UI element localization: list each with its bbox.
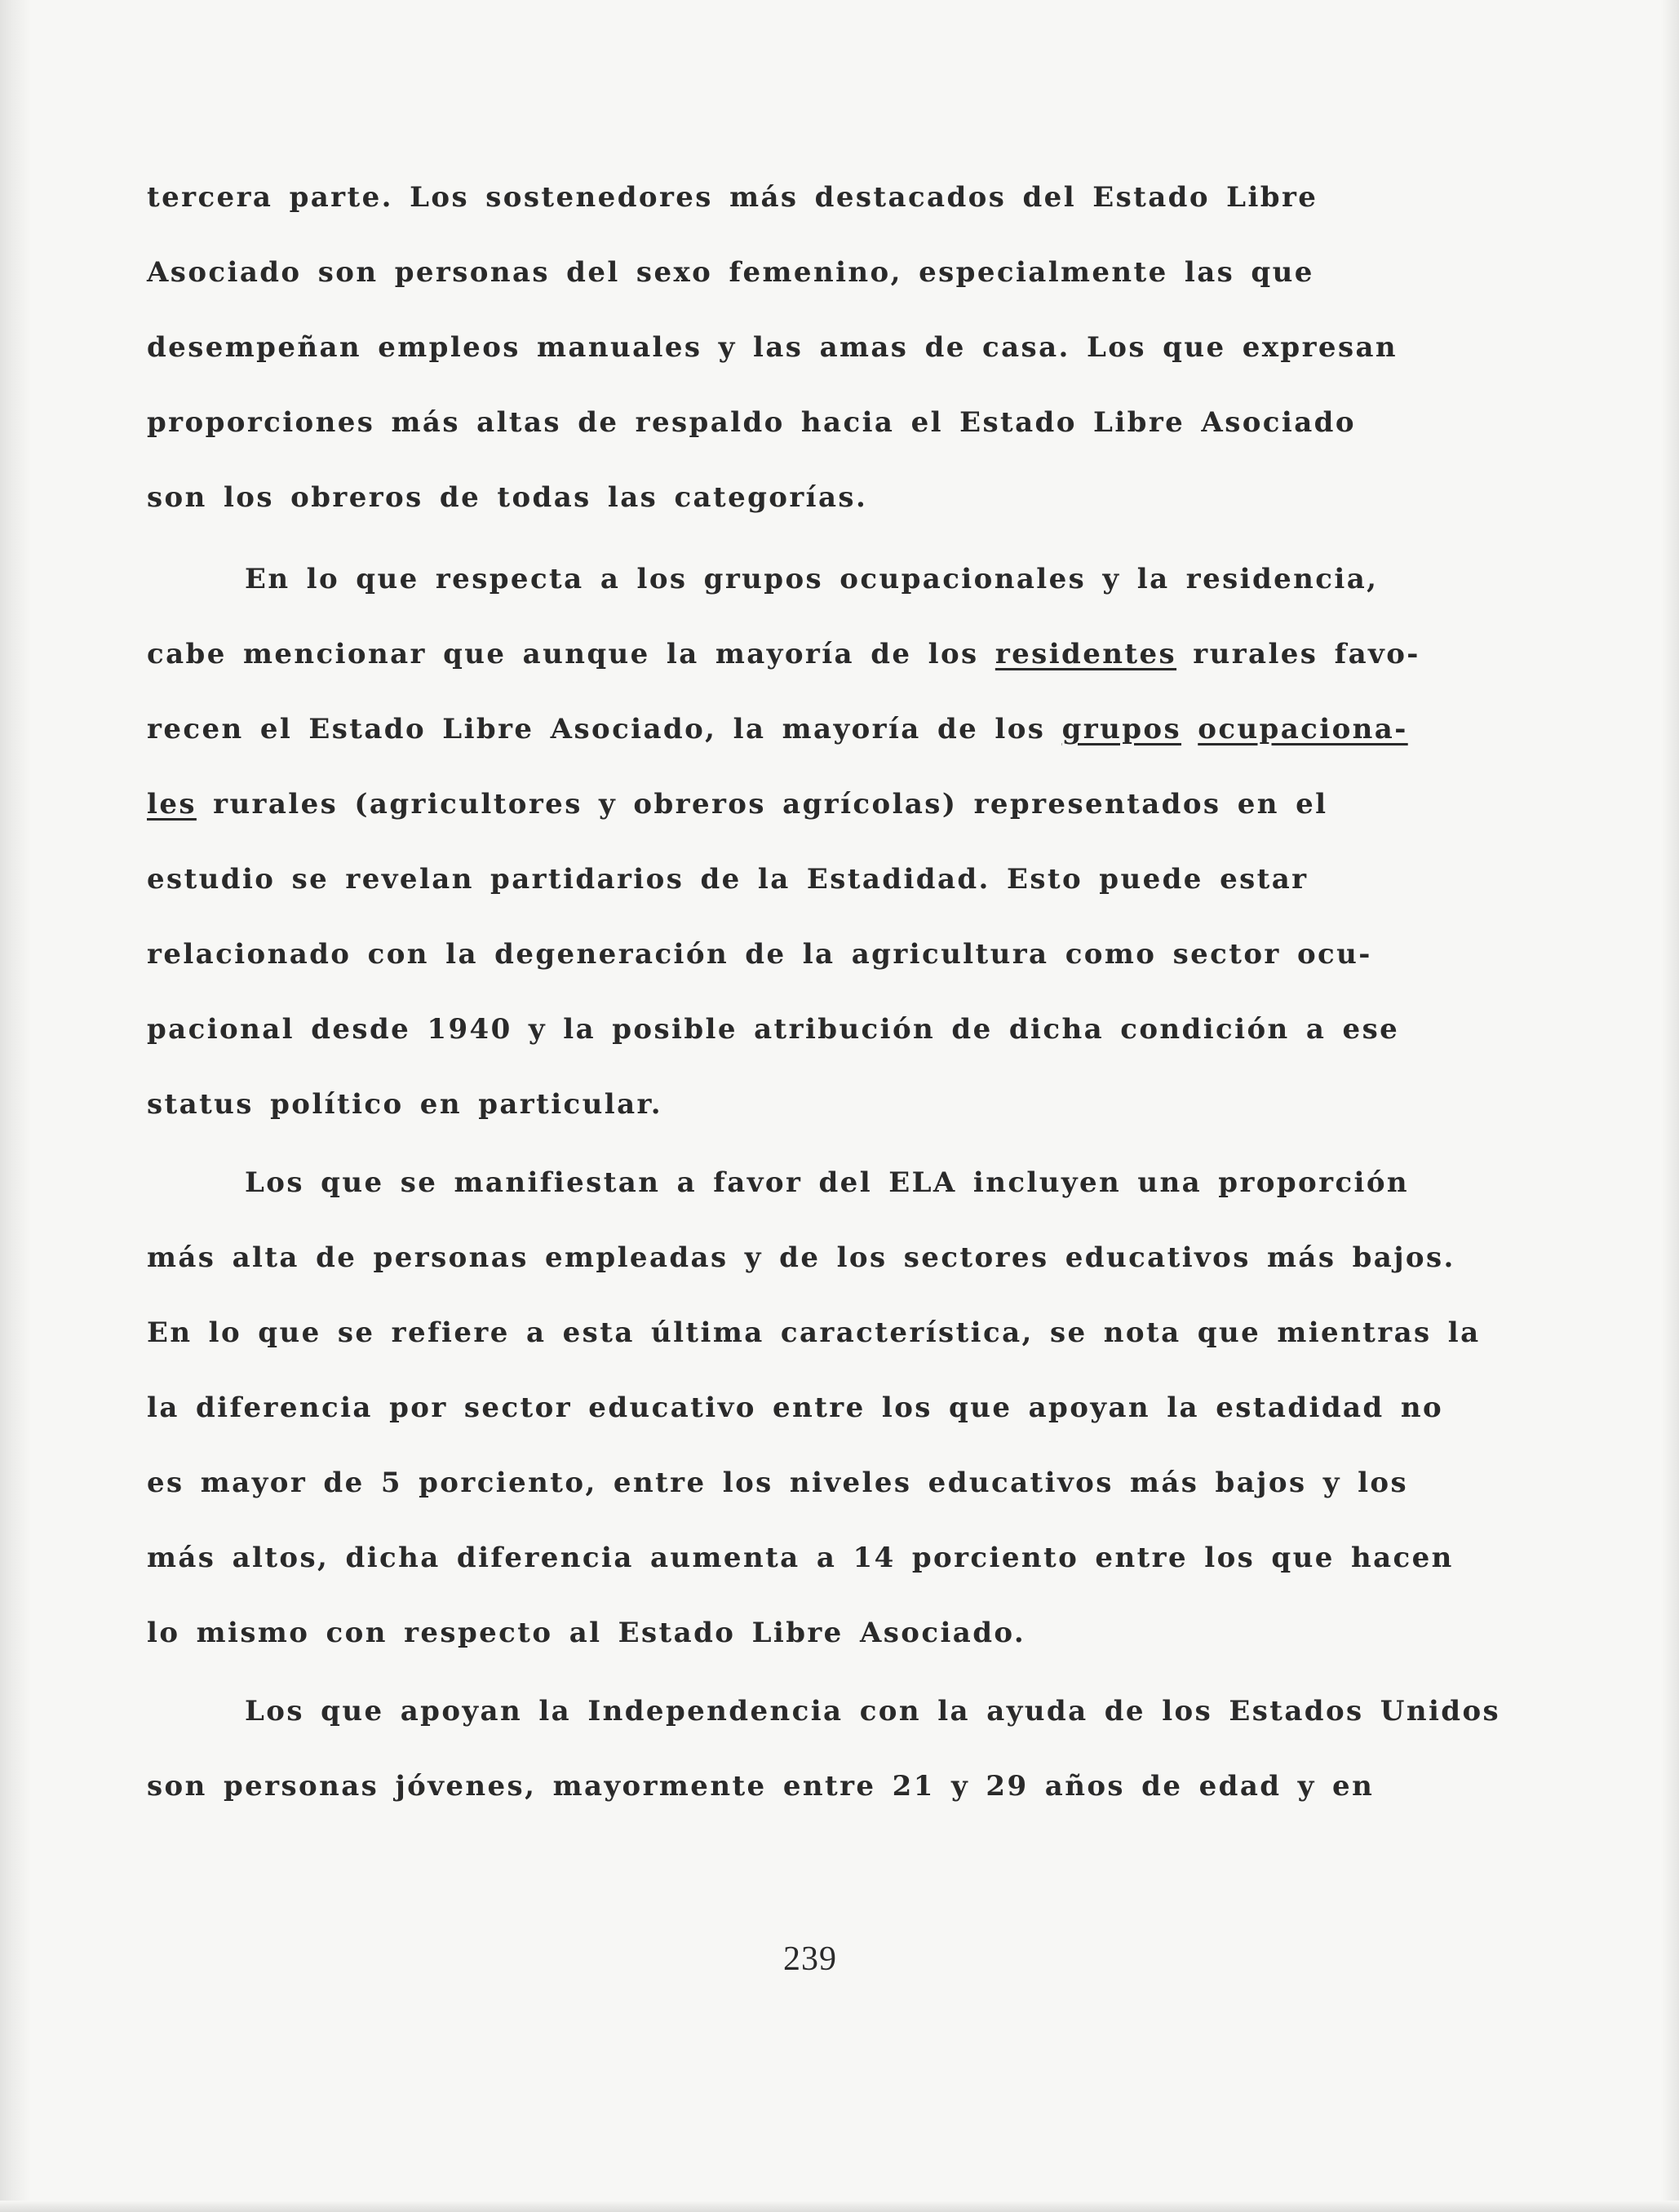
text-line-9 bbox=[147, 788, 1327, 821]
text-line-8 bbox=[147, 713, 1408, 745]
text-line-22: son personas jóvenes, mayormente entre 21 y 29 años de edad y en bbox=[147, 1770, 1375, 1803]
text-line-18: es mayor de 5 porciento, entre los niveles educativos más bajos y los bbox=[147, 1467, 1409, 1499]
text-segment bbox=[1181, 713, 1198, 745]
page-bottom-shadow bbox=[0, 2201, 1679, 2212]
text-line-3: desempeñan empleos manuales y las amas de casa. Los que expresan bbox=[147, 331, 1398, 364]
text-line-14: Los que se manifiestan a favor del ELA incluyen una proporción bbox=[245, 1166, 1410, 1199]
underlined-word-les: les bbox=[147, 788, 197, 821]
text-line-6: En lo que respecta a los grupos ocupacionales y la residencia, bbox=[245, 563, 1379, 595]
text-line-5: son los obreros de todas las categorías. bbox=[147, 481, 868, 514]
text-line-20: lo mismo con respecto al Estado Libre Asociado. bbox=[147, 1617, 1026, 1649]
text-line-12: pacional desde 1940 y la posible atribución de dicha condición a ese bbox=[147, 1013, 1400, 1046]
text-segment: rurales (agricultores y obreros agrícolas) representados en el bbox=[196, 788, 1328, 821]
text-line-4: proporciones más altas de respaldo hacia el Estado Libre Asociado bbox=[147, 406, 1356, 439]
page-right-shadow bbox=[1661, 0, 1679, 2212]
text-line-2: Asociado son personas del sexo femenino, especialmente las que bbox=[147, 256, 1314, 289]
text-segment: rurales favo- bbox=[1176, 638, 1420, 670]
text-line-16: En lo que se refiere a esta última característica, se nota que mientras la bbox=[147, 1316, 1481, 1349]
text-line-15: más alta de personas empleadas y de los sectores educativos más bajos. bbox=[147, 1241, 1455, 1274]
text-line-17: la diferencia por sector educativo entre los que apoyan la estadidad no bbox=[147, 1391, 1444, 1424]
underlined-word-grupos: grupos bbox=[1061, 713, 1181, 745]
text-segment: recen el Estado Libre Asociado, la mayoría de los bbox=[147, 713, 1062, 745]
text-line-10: estudio se revelan partidarios de la Estadidad. Esto puede estar bbox=[147, 863, 1309, 896]
page-number: 239 bbox=[783, 1940, 837, 1978]
text-line-7 bbox=[147, 638, 1420, 670]
text-line-1: tercera parte. Los sostenedores más destacados del Estado Libre bbox=[147, 181, 1318, 214]
text-line-19: más altos, dicha diferencia aumenta a 14 porciento entre los que hacen bbox=[147, 1542, 1454, 1574]
text-segment: cabe mencionar que aunque la mayoría de los bbox=[147, 638, 995, 670]
text-line-11: relacionado con la degeneración de la agricultura como sector ocu- bbox=[147, 938, 1372, 971]
text-line-21: Los que apoyan la Independencia con la ayuda de los Estados Unidos bbox=[245, 1695, 1501, 1728]
page-left-shadow bbox=[0, 0, 31, 2212]
underlined-word-residentes: residentes bbox=[995, 638, 1177, 670]
text-line-13: status político en particular. bbox=[147, 1088, 662, 1121]
underlined-word-ocupaciona: ocupaciona- bbox=[1198, 713, 1408, 745]
